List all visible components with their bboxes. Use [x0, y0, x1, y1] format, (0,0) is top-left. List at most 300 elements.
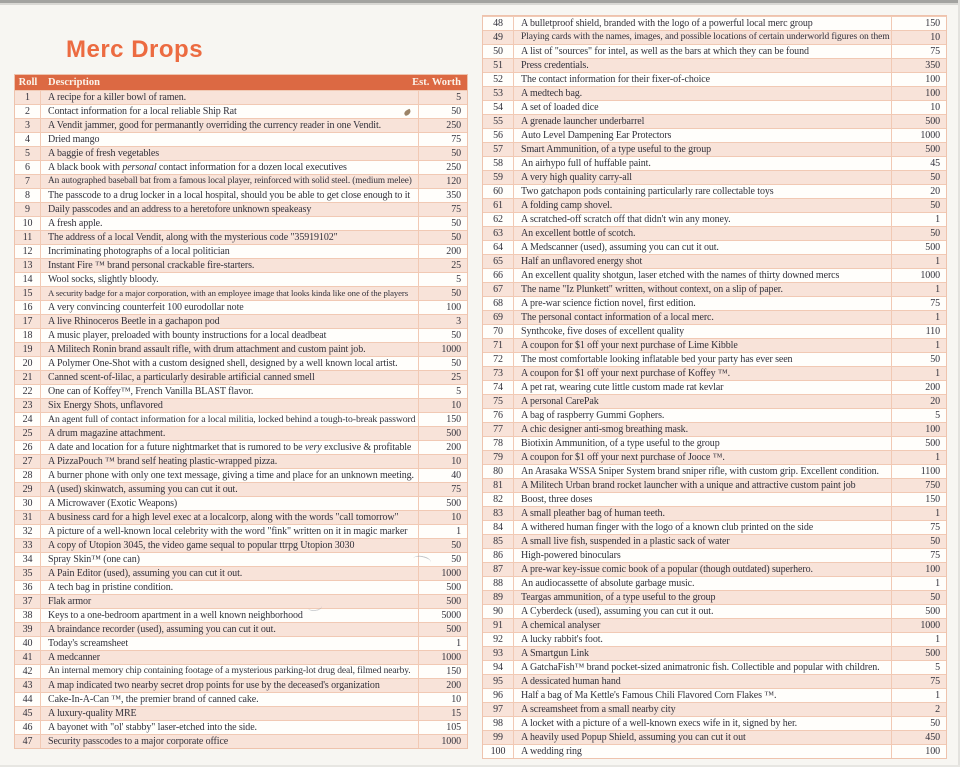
table-row	[483, 268, 946, 282]
roll-cell: 57	[483, 143, 514, 156]
description-cell: A bulletproof shield, branded with the logo of a powerful local merc group	[521, 18, 813, 29]
worth-cell: 105	[418, 721, 467, 734]
worth-cell: 350	[891, 59, 946, 72]
table-body-left	[15, 90, 467, 748]
header-description: Description	[48, 77, 100, 88]
table-row	[15, 524, 467, 538]
table-row	[483, 422, 946, 436]
description-cell: Instant Fire ™ brand personal crackable fire-starters.	[48, 260, 255, 271]
roll-cell: 27	[15, 455, 41, 468]
table-row	[15, 300, 467, 314]
roll-cell: 37	[15, 595, 41, 608]
worth-cell: 45	[891, 157, 946, 170]
table-row	[15, 692, 467, 706]
table-row	[483, 240, 946, 254]
table-row	[15, 272, 467, 286]
roll-cell: 71	[483, 339, 514, 352]
roll-cell: 72	[483, 353, 514, 366]
worth-cell: 40	[418, 469, 467, 482]
worth-cell: 50	[891, 199, 946, 212]
table-row	[483, 506, 946, 520]
description-cell: Cake-In-A-Can ™, the premier brand of canned cake.	[48, 694, 259, 705]
description-cell: An excellent quality shotgun, laser etched with the names of thirty downed mercs	[521, 270, 840, 281]
table-row	[483, 436, 946, 450]
description-cell: A chemical analyser	[521, 620, 601, 631]
worth-cell: 75	[418, 133, 467, 146]
roll-cell: 84	[483, 521, 514, 534]
roll-cell: 1	[15, 91, 41, 104]
worth-cell: 50	[891, 717, 946, 730]
table-row	[15, 90, 467, 104]
description-cell: An airhypo full of huffable paint.	[521, 158, 651, 169]
description-cell: A coupon for $1 off your next purchase of Jooce ™.	[521, 452, 725, 463]
description-cell: A bag of raspberry Gummi Gophers.	[521, 410, 665, 421]
roll-cell: 29	[15, 483, 41, 496]
table-row	[483, 72, 946, 86]
table-row	[15, 440, 467, 454]
worth-cell: 500	[891, 605, 946, 618]
roll-cell: 15	[15, 287, 41, 300]
table-row	[15, 398, 467, 412]
worth-cell: 25	[418, 259, 467, 272]
table-row	[483, 590, 946, 604]
table-row	[15, 454, 467, 468]
worth-cell: 500	[891, 437, 946, 450]
description-cell: A medcanner	[48, 652, 100, 663]
description-cell: A medtech bag.	[521, 88, 583, 99]
roll-cell: 49	[483, 31, 514, 44]
table-row	[15, 202, 467, 216]
roll-cell: 93	[483, 647, 514, 660]
roll-cell: 35	[15, 567, 41, 580]
roll-cell: 12	[15, 245, 41, 258]
worth-cell: 1	[891, 283, 946, 296]
worth-cell: 1000	[418, 343, 467, 356]
table-row	[483, 674, 946, 688]
roll-cell: 77	[483, 423, 514, 436]
description-cell: A Medscanner (used), assuming you can cut it out.	[521, 242, 719, 253]
worth-cell: 50	[418, 553, 467, 566]
worth-cell: 500	[891, 241, 946, 254]
table-row	[15, 482, 467, 496]
table-header	[15, 75, 467, 90]
worth-cell: 100	[891, 745, 946, 758]
table-row	[483, 310, 946, 324]
worth-cell: 500	[418, 497, 467, 510]
description-cell: A pre-war science fiction novel, first edition.	[521, 298, 696, 309]
table-row	[483, 58, 946, 72]
table-row	[483, 520, 946, 534]
table-row	[483, 492, 946, 506]
header-roll: Roll	[18, 77, 38, 88]
table-row	[15, 188, 467, 202]
roll-cell: 100	[483, 745, 514, 758]
table-row	[15, 538, 467, 552]
description-cell: Half a bag of Ma Kettle's Famous Chili Flavored Corn Flakes ™.	[521, 690, 777, 701]
description-cell: A lucky rabbit's foot.	[521, 634, 603, 645]
table-row	[483, 16, 946, 30]
worth-cell: 1000	[418, 735, 467, 748]
table-row	[483, 450, 946, 464]
description-cell: A recipe for a killer bowl of ramen.	[48, 92, 187, 103]
description-cell: Auto Level Dampening Ear Protectors	[521, 130, 672, 141]
description-cell: The most comfortable looking inflatable bed your party has ever seen	[521, 354, 793, 365]
worth-cell: 1	[891, 577, 946, 590]
description-cell: A coupon for $1 off your next purchase of Lime Kibble	[521, 340, 738, 351]
worth-cell: 1000	[418, 567, 467, 580]
description-cell: A personal CarePak	[521, 396, 599, 407]
roll-cell: 64	[483, 241, 514, 254]
description-cell: A map indicated two nearby secret drop points for use by the deceased's organization	[48, 680, 380, 691]
description-cell: Daily passcodes and an address to a heretofore unknown speakeasy	[48, 204, 312, 215]
worth-cell: 1	[891, 507, 946, 520]
description-cell: Spray Skin™ (one can)	[48, 554, 140, 565]
worth-cell: 50	[891, 227, 946, 240]
table-row	[483, 646, 946, 660]
worth-cell: 75	[891, 549, 946, 562]
roll-cell: 99	[483, 731, 514, 744]
worth-cell: 5000	[418, 609, 467, 622]
worth-cell: 1	[891, 367, 946, 380]
roll-cell: 68	[483, 297, 514, 310]
description-cell: A very high quality carry-all	[521, 172, 632, 183]
table-row	[483, 352, 946, 366]
worth-cell: 500	[891, 647, 946, 660]
worth-cell: 250	[418, 119, 467, 132]
description-cell: Canned scent-of-lilac, a particularly desirable artificial canned smell	[48, 372, 315, 383]
table-row	[483, 408, 946, 422]
table-row	[15, 230, 467, 244]
header-est-worth: Est. Worth	[412, 77, 461, 88]
worth-cell: 200	[418, 245, 467, 258]
description-cell: The name "Iz Plunkett" written, without context, on a slip of paper.	[521, 284, 783, 295]
table-row	[483, 254, 946, 268]
table-row	[483, 338, 946, 352]
roll-cell: 36	[15, 581, 41, 594]
table-row	[15, 132, 467, 146]
roll-cell: 59	[483, 171, 514, 184]
description-cell: A screamsheet from a small nearby city	[521, 704, 676, 715]
roll-cell: 2	[15, 105, 41, 118]
description-cell: A pre-war key-issue comic book of a popular (though outdated) superhero.	[521, 564, 813, 575]
roll-cell: 40	[15, 637, 41, 650]
roll-cell: 55	[483, 115, 514, 128]
table-row	[15, 118, 467, 132]
description-cell: One can of Koffey™, French Vanilla BLAST flavor.	[48, 386, 254, 397]
worth-cell: 50	[418, 231, 467, 244]
roll-cell: 16	[15, 301, 41, 314]
table-row	[483, 226, 946, 240]
table-row	[483, 380, 946, 394]
roll-cell: 33	[15, 539, 41, 552]
worth-cell: 500	[891, 143, 946, 156]
scan-edge	[0, 3, 960, 5]
description-cell: A small live fish, suspended in a plastic sack of water	[521, 536, 730, 547]
table-row	[15, 706, 467, 720]
roll-cell: 69	[483, 311, 514, 324]
roll-cell: 87	[483, 563, 514, 576]
table-row	[483, 128, 946, 142]
description-cell: Teargas ammunition, of a type useful to the group	[521, 592, 716, 603]
table-row	[15, 566, 467, 580]
table-body-right	[483, 16, 946, 758]
description-cell: An excellent bottle of scotch.	[521, 228, 636, 239]
description-cell: A pet rat, wearing cute little custom made rat kevlar	[521, 382, 724, 393]
description-cell: A braindance recorder (used), assuming you can cut it out.	[48, 624, 276, 635]
description-cell: A (used) skinwatch, assuming you can cut it out.	[48, 484, 238, 495]
roll-cell: 56	[483, 129, 514, 142]
table-row	[15, 496, 467, 510]
table-row	[15, 286, 467, 300]
roll-cell: 92	[483, 633, 514, 646]
roll-cell: 5	[15, 147, 41, 160]
page-title: Merc Drops	[66, 36, 204, 63]
table-row	[15, 636, 467, 650]
roll-cell: 80	[483, 465, 514, 478]
merc-drops-table-left	[14, 74, 468, 749]
merc-drops-table-right	[482, 15, 947, 759]
worth-cell: 75	[891, 521, 946, 534]
description-cell: A date and location for a future nightmarket that is rumored to be very exclusive & profitable	[48, 442, 412, 453]
table-row	[483, 660, 946, 674]
description-cell: A GatchaFish™ brand pocket-sized animatronic fish. Collectible and popular with children.	[521, 662, 880, 673]
description-cell: High-powered binoculars	[521, 550, 621, 561]
description-cell: Two gatchapon pods containing particularly rare collectable toys	[521, 186, 774, 197]
roll-cell: 67	[483, 283, 514, 296]
table-row	[483, 716, 946, 730]
worth-cell: 1100	[891, 465, 946, 478]
table-row	[15, 734, 467, 748]
table-row	[15, 174, 467, 188]
worth-cell: 3	[418, 315, 467, 328]
table-row	[15, 104, 467, 118]
table-row	[15, 370, 467, 384]
table-row	[483, 170, 946, 184]
table-row	[15, 146, 467, 160]
worth-cell: 200	[891, 381, 946, 394]
table-row	[15, 594, 467, 608]
worth-cell: 5	[418, 273, 467, 286]
worth-cell: 1	[891, 451, 946, 464]
roll-cell: 6	[15, 161, 41, 174]
worth-cell: 50	[418, 287, 467, 300]
table-row	[15, 622, 467, 636]
worth-cell: 50	[891, 535, 946, 548]
roll-cell: 10	[15, 217, 41, 230]
roll-cell: 20	[15, 357, 41, 370]
worth-cell: 450	[891, 731, 946, 744]
description-cell: The address of a local Vendit, along with the mysterious code "35919102"	[48, 232, 338, 243]
table-row	[483, 296, 946, 310]
roll-cell: 63	[483, 227, 514, 240]
worth-cell: 50	[418, 105, 467, 118]
description-cell: Today's screamsheet	[48, 638, 129, 649]
table-row	[15, 412, 467, 426]
worth-cell: 10	[418, 399, 467, 412]
worth-cell: 200	[418, 679, 467, 692]
description-cell: A black book with personal contact information for a dozen local executives	[48, 162, 347, 173]
table-row	[483, 562, 946, 576]
roll-cell: 26	[15, 441, 41, 454]
description-cell: A set of loaded dice	[521, 102, 599, 113]
table-row	[483, 464, 946, 478]
worth-cell: 100	[891, 87, 946, 100]
description-cell: A locket with a picture of a well-known execs wife in it, signed by her.	[521, 718, 798, 729]
worth-cell: 50	[418, 539, 467, 552]
roll-cell: 95	[483, 675, 514, 688]
roll-cell: 98	[483, 717, 514, 730]
table-row	[483, 100, 946, 114]
roll-cell: 46	[15, 721, 41, 734]
description-cell: A list of "sources" for intel, as well as the bars at which they can be found	[521, 46, 809, 57]
table-row	[483, 212, 946, 226]
roll-cell: 75	[483, 395, 514, 408]
worth-cell: 500	[418, 623, 467, 636]
worth-cell: 1000	[891, 269, 946, 282]
worth-cell: 1	[891, 311, 946, 324]
worth-cell: 100	[891, 563, 946, 576]
worth-cell: 100	[418, 301, 467, 314]
worth-cell: 5	[418, 385, 467, 398]
worth-cell: 250	[418, 161, 467, 174]
table-row	[483, 394, 946, 408]
description-cell: A small pleather bag of human teeth.	[521, 508, 665, 519]
roll-cell: 38	[15, 609, 41, 622]
table-row	[15, 314, 467, 328]
table-row	[15, 328, 467, 342]
description-cell: A scratched-off scratch off that didn't win any money.	[521, 214, 731, 225]
description-cell: An agent full of contact information for a local militia, locked behind a tough-to-break password	[48, 414, 416, 425]
worth-cell: 75	[418, 203, 467, 216]
description-cell: A live Rhinoceros Beetle in a gachapon pod	[48, 316, 220, 327]
worth-cell: 50	[891, 353, 946, 366]
description-cell: A security badge for a major corporation, with an employee image that looks kinda like one of the players	[48, 288, 409, 298]
roll-cell: 42	[15, 665, 41, 678]
worth-cell: 2	[891, 703, 946, 716]
table-row	[15, 580, 467, 594]
table-row	[15, 720, 467, 734]
roll-cell: 45	[15, 707, 41, 720]
description-cell: A chic designer anti-smog breathing mask.	[521, 424, 688, 435]
description-cell: A Militech Ronin brand assault rifle, with drum attachment and custom paint job.	[48, 344, 366, 355]
table-row	[483, 576, 946, 590]
description-cell: Biotixin Ammunition, of a type useful to the group	[521, 438, 720, 449]
roll-cell: 32	[15, 525, 41, 538]
roll-cell: 9	[15, 203, 41, 216]
roll-cell: 91	[483, 619, 514, 632]
roll-cell: 52	[483, 73, 514, 86]
table-row	[483, 366, 946, 380]
worth-cell: 200	[418, 441, 467, 454]
table-row	[15, 244, 467, 258]
worth-cell: 50	[891, 171, 946, 184]
roll-cell: 94	[483, 661, 514, 674]
description-cell: A Militech Urban brand rocket launcher with a unique and attractive custom paint job	[521, 480, 856, 491]
description-cell: A heavily used Popup Shield, assuming you can cut it out	[521, 732, 746, 743]
worth-cell: 75	[891, 45, 946, 58]
table-row	[483, 44, 946, 58]
description-cell: Keys to a one-bedroom apartment in a well known neighborhood	[48, 610, 303, 621]
table-row	[483, 156, 946, 170]
description-cell: A burner phone with only one text message, giving a time and place for an unknown meeting.	[48, 470, 414, 481]
description-cell: Playing cards with the names, images, and possible locations of certain underworld figures on them	[521, 32, 890, 42]
roll-cell: 66	[483, 269, 514, 282]
roll-cell: 17	[15, 315, 41, 328]
description-cell: A luxury-quality MRE	[48, 708, 137, 719]
description-cell: Wool socks, slightly bloody.	[48, 274, 159, 285]
table-row	[483, 30, 946, 44]
roll-cell: 70	[483, 325, 514, 338]
table-row	[483, 86, 946, 100]
table-row	[483, 324, 946, 338]
description-cell: The passcode to a drug locker in a local hospital, should you be able to get close enough to it	[48, 190, 411, 201]
description-cell: The contact information for their fixer-of-choice	[521, 74, 710, 85]
description-cell: A tech bag in pristine condition.	[48, 582, 174, 593]
worth-cell: 1000	[891, 619, 946, 632]
description-cell: A Smartgun Link	[521, 648, 589, 659]
roll-cell: 18	[15, 329, 41, 342]
worth-cell: 1	[891, 339, 946, 352]
table-row	[483, 142, 946, 156]
worth-cell: 20	[891, 185, 946, 198]
description-cell: Half an unflavored energy shot	[521, 256, 643, 267]
table-row	[15, 650, 467, 664]
roll-cell: 44	[15, 693, 41, 706]
description-cell: A Microwaver (Exotic Weapons)	[48, 498, 178, 509]
worth-cell: 110	[891, 325, 946, 338]
roll-cell: 30	[15, 497, 41, 510]
worth-cell: 10	[418, 511, 467, 524]
worth-cell: 25	[418, 371, 467, 384]
table-row	[483, 632, 946, 646]
roll-cell: 21	[15, 371, 41, 384]
table-row	[15, 678, 467, 692]
worth-cell: 1	[891, 689, 946, 702]
description-cell: A coupon for $1 off your next purchase of Koffey ™.	[521, 368, 731, 379]
roll-cell: 41	[15, 651, 41, 664]
roll-cell: 54	[483, 101, 514, 114]
table-row	[483, 744, 946, 758]
description-cell: A Pain Editor (used), assuming you can cut it out.	[48, 568, 243, 579]
roll-cell: 58	[483, 157, 514, 170]
roll-cell: 47	[15, 735, 41, 748]
roll-cell: 13	[15, 259, 41, 272]
worth-cell: 50	[891, 591, 946, 604]
table-row	[15, 356, 467, 370]
description-cell: Dried mango	[48, 134, 100, 145]
worth-cell: 50	[418, 357, 467, 370]
worth-cell: 750	[891, 479, 946, 492]
description-cell: A dessicated human hand	[521, 676, 621, 687]
roll-cell: 62	[483, 213, 514, 226]
description-cell: A wedding ring	[521, 746, 582, 757]
roll-cell: 22	[15, 385, 41, 398]
worth-cell: 1	[418, 525, 467, 538]
worth-cell: 100	[891, 73, 946, 86]
roll-cell: 48	[483, 17, 514, 30]
worth-cell: 5	[418, 91, 467, 104]
roll-cell: 39	[15, 623, 41, 636]
worth-cell: 1000	[891, 129, 946, 142]
worth-cell: 1	[891, 213, 946, 226]
description-cell: A folding camp shovel.	[521, 200, 613, 211]
roll-cell: 50	[483, 45, 514, 58]
worth-cell: 150	[418, 413, 467, 426]
roll-cell: 83	[483, 507, 514, 520]
roll-cell: 73	[483, 367, 514, 380]
roll-cell: 3	[15, 119, 41, 132]
worth-cell: 1	[891, 633, 946, 646]
